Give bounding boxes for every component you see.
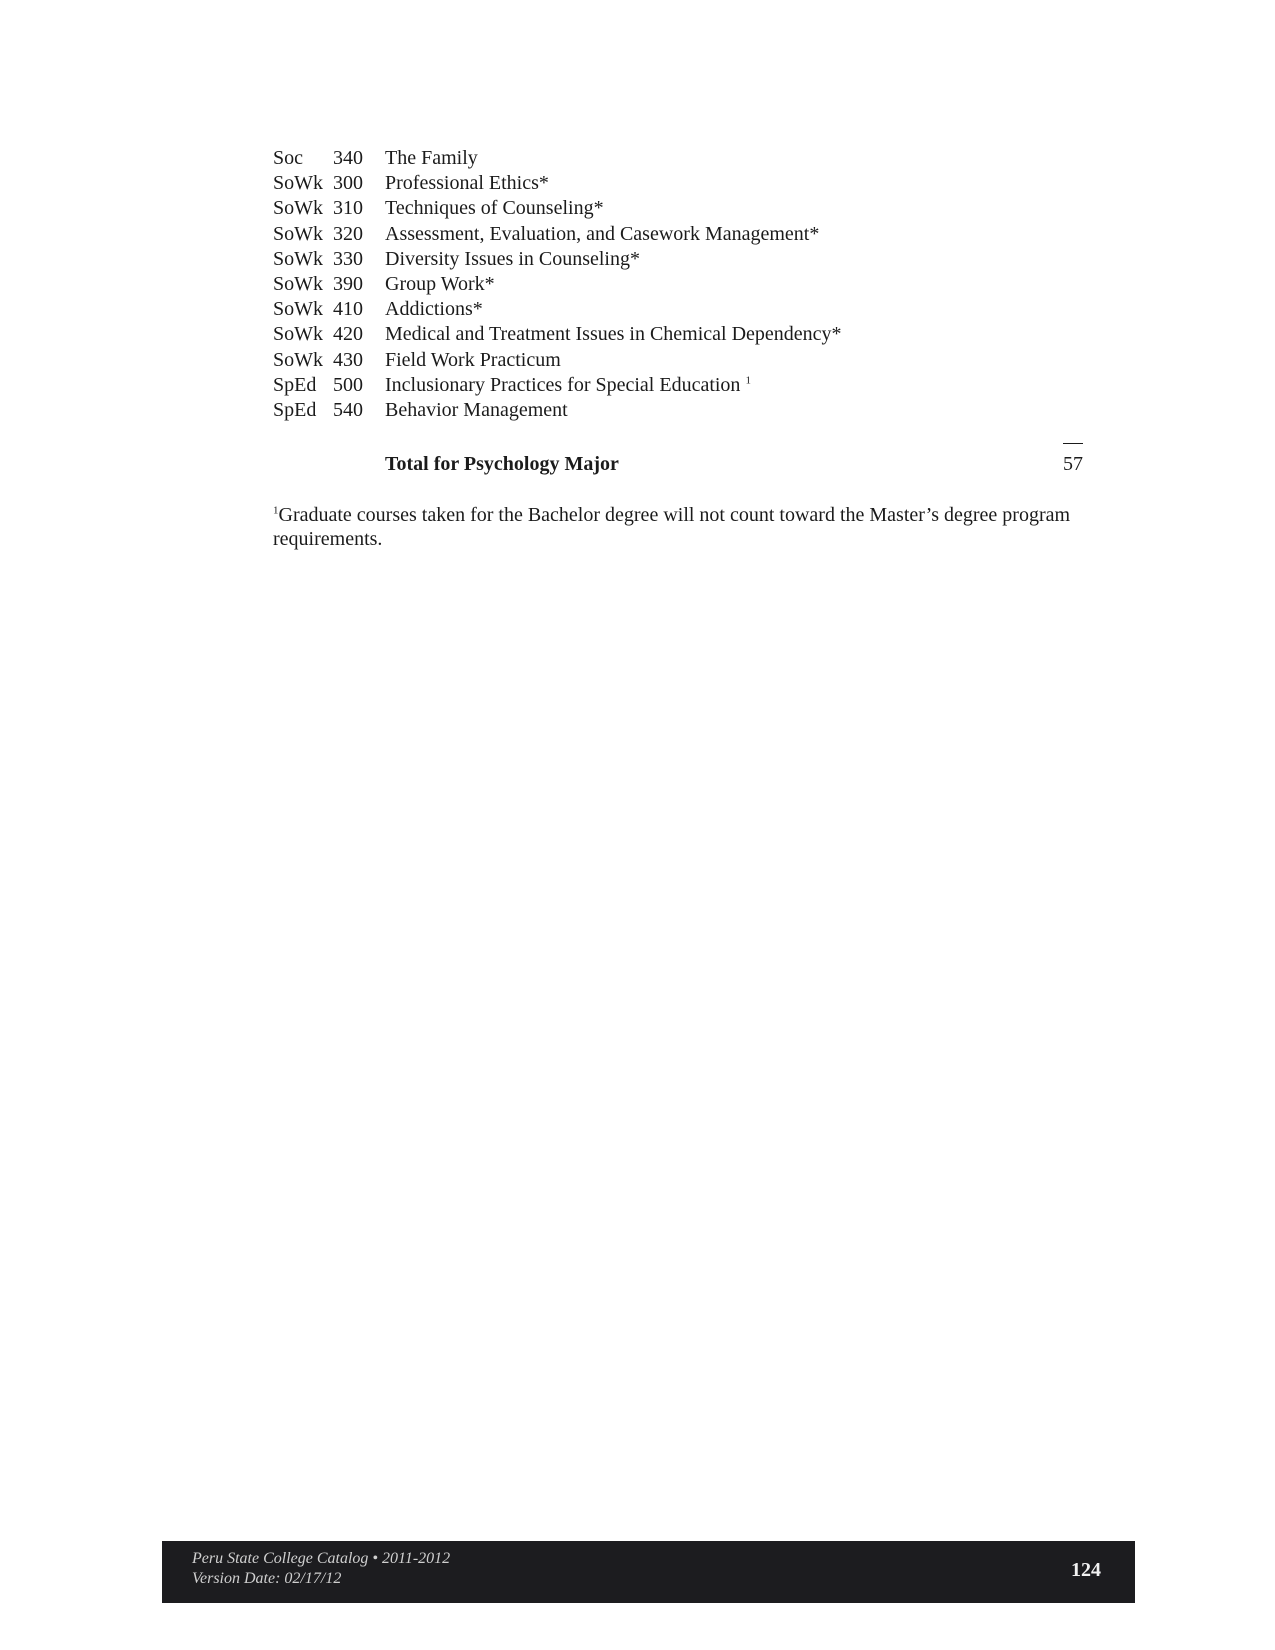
course-row: [273, 272, 1083, 297]
course-row: [273, 171, 1083, 196]
course-number: 420: [333, 323, 363, 346]
course-title-text: Behavior Management: [385, 398, 568, 421]
course-title-text: Addictions*: [385, 298, 483, 321]
course-row: [273, 146, 1083, 171]
course-footnote-marker: 1: [745, 374, 751, 387]
total-value: [1055, 451, 1083, 477]
course-row: [273, 222, 1083, 247]
course-title: [385, 398, 1083, 423]
course-number: 330: [333, 247, 363, 270]
footer-catalog: Peru State College Catalog • 2011-2012: [192, 1550, 451, 1567]
course-title-text: Group Work*: [385, 273, 495, 296]
course-title: [385, 297, 1083, 322]
course-row: [273, 297, 1083, 322]
course-number: 310: [333, 197, 363, 220]
course-title-text: The Family: [385, 147, 478, 170]
page-number: 124: [1071, 1559, 1101, 1581]
course-number: 340: [333, 147, 363, 170]
course-title-text: Assessment, Evaluation, and Casework Management*: [385, 222, 820, 245]
course-title: [385, 222, 1083, 247]
course-row: [273, 398, 1083, 423]
footnote: [273, 503, 1083, 551]
course-title-text: Professional Ethics*: [385, 172, 549, 195]
course-number: 540: [333, 398, 363, 421]
course-list: [273, 146, 1083, 423]
course-title: [385, 272, 1083, 297]
course-number: 320: [333, 222, 363, 245]
course-title-text: Techniques of Counseling*: [385, 197, 604, 220]
course-dept: SoWk: [273, 298, 323, 321]
footer-text: [192, 1549, 450, 1589]
course-dept: SpEd: [273, 398, 317, 421]
total-label: Total for Psychology Major: [385, 453, 619, 475]
course-title-text: Field Work Practicum: [385, 348, 561, 371]
course-number: 500: [333, 373, 363, 396]
course-dept: SoWk: [273, 197, 323, 220]
course-number: 430: [333, 348, 363, 371]
total-row: [273, 451, 1083, 477]
course-title-text: Inclusionary Practices for Special Education: [385, 373, 741, 396]
course-dept: SoWk: [273, 273, 323, 296]
course-title-text: Diversity Issues in Counseling*: [385, 247, 640, 270]
course-row: [273, 373, 1083, 398]
course-dept: SoWk: [273, 247, 323, 270]
course-number: 300: [333, 172, 363, 195]
course-dept: SoWk: [273, 323, 323, 346]
course-dept: Soc: [273, 147, 303, 170]
page-footer: [162, 1541, 1135, 1603]
course-title: [385, 196, 1083, 221]
course-dept: SoWk: [273, 348, 323, 371]
course-title: [385, 322, 1083, 347]
total-rule: [1063, 443, 1083, 444]
course-title: [385, 373, 1083, 398]
course-number: 410: [333, 298, 363, 321]
course-dept: SoWk: [273, 172, 323, 195]
course-title: [385, 146, 1083, 171]
course-row: [273, 247, 1083, 272]
course-row: [273, 196, 1083, 221]
course-title-text: Medical and Treatment Issues in Chemical Dependency*: [385, 323, 842, 346]
course-title: [385, 247, 1083, 272]
course-row: [273, 348, 1083, 373]
course-title: [385, 348, 1083, 373]
footnote-text: Graduate courses taken for the Bachelor degree will not count toward the Master’s degree program requirements.: [273, 504, 1071, 550]
total-value-text: 57: [1063, 453, 1083, 475]
course-dept: SpEd: [273, 373, 317, 396]
course-title: [385, 171, 1083, 196]
course-row: [273, 322, 1083, 347]
footnote-marker: 1: [273, 504, 279, 517]
course-dept: SoWk: [273, 222, 323, 245]
course-number: 390: [333, 273, 363, 296]
footer-version: Version Date: 02/17/12: [192, 1570, 342, 1587]
